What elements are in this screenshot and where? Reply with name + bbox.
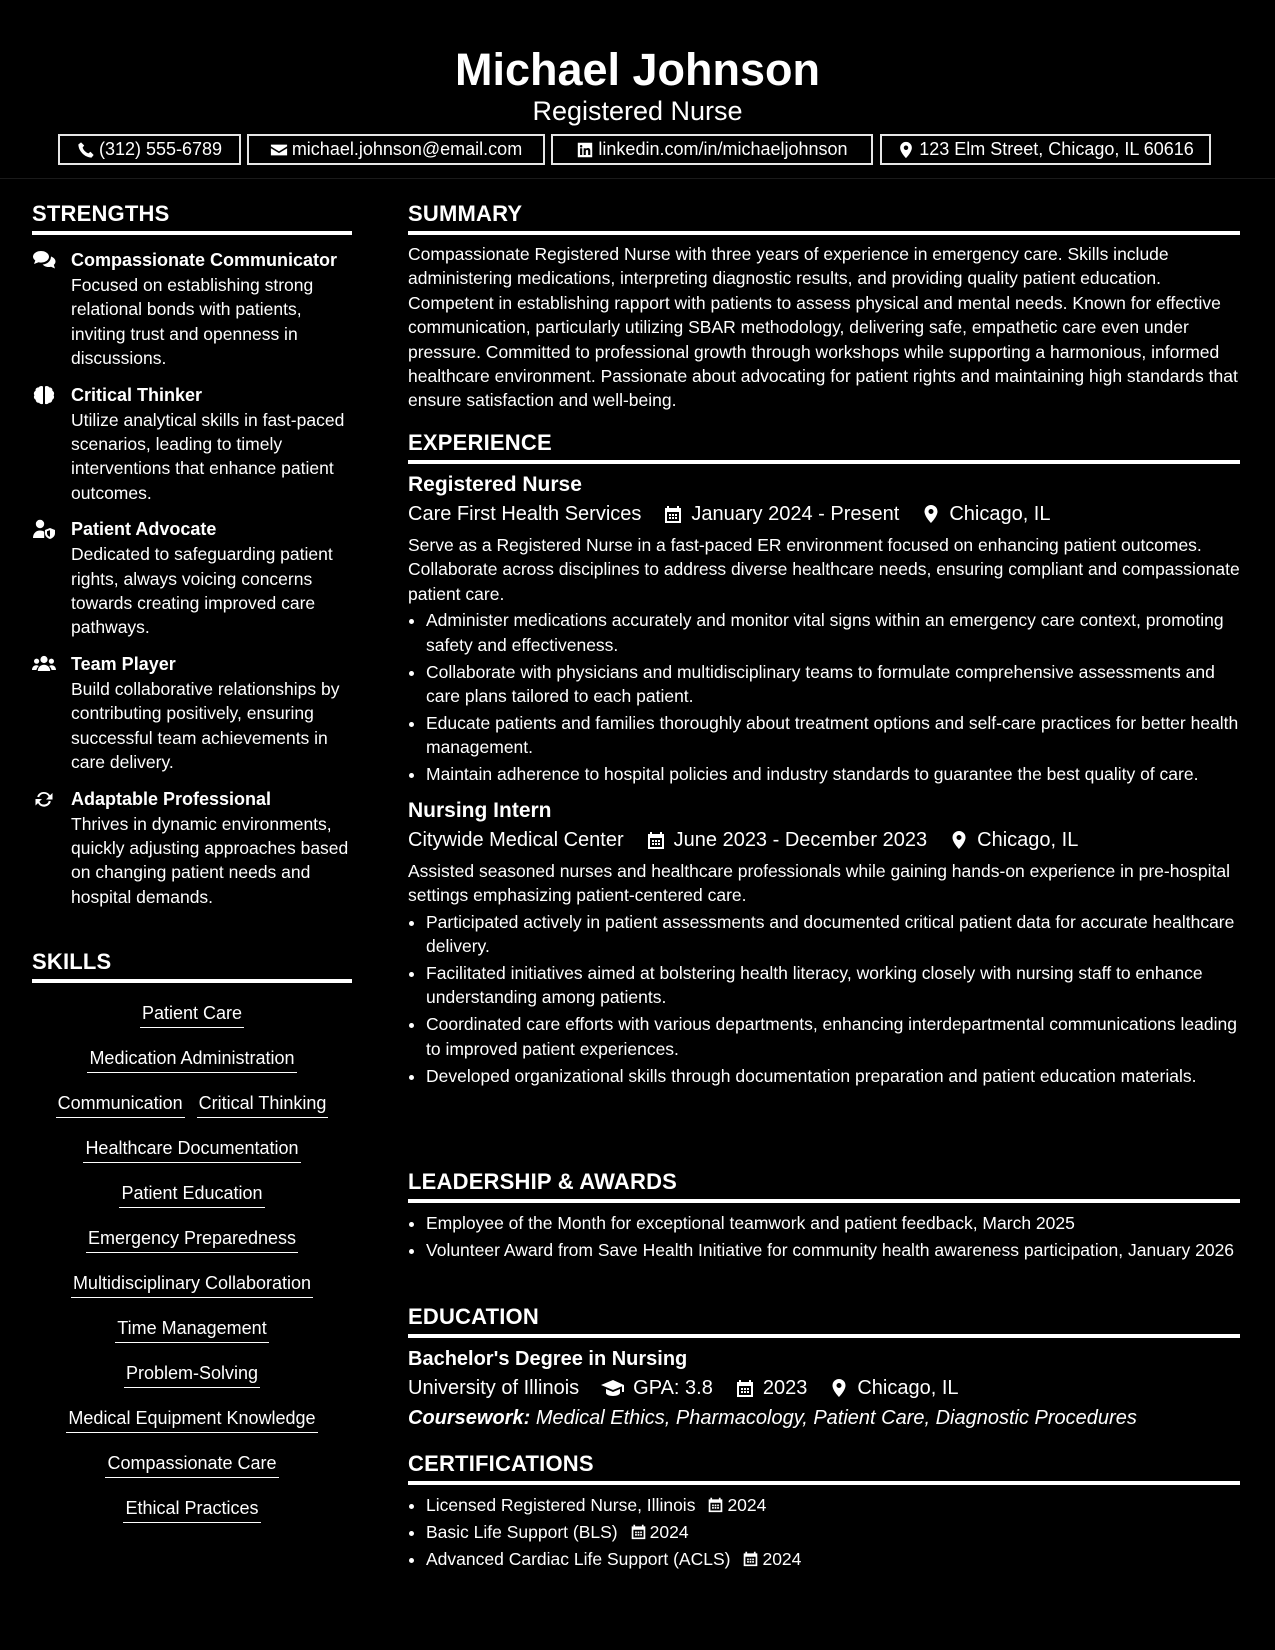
job-bullets xyxy=(408,608,1240,787)
skill-tag: Critical Thinking xyxy=(197,1091,329,1118)
experience-section xyxy=(408,429,1240,1088)
map-marker-icon xyxy=(949,830,969,850)
education-section xyxy=(408,1303,1240,1433)
strength-text: Thrives in dynamic environments, quickly adjusting approaches based on changing patient needs and hospital demands. xyxy=(71,813,349,907)
strength-item xyxy=(32,517,352,640)
calendar-icon xyxy=(742,1550,759,1567)
resume-header xyxy=(0,0,1275,179)
job-company: Care First Health Services xyxy=(408,503,642,525)
map-marker-icon xyxy=(921,504,941,524)
contact-phone-text: (312) 555-6789 xyxy=(98,139,223,159)
sync-icon xyxy=(32,789,56,809)
job-entry xyxy=(408,471,1240,787)
job-bullet: • Maintain adherence to hospital policies and industry standards to guarantee the best quality of care. xyxy=(426,762,1240,786)
skill-tag: Patient Care xyxy=(140,1001,244,1028)
certification-year: 2024 xyxy=(727,1495,767,1515)
certification-name: Advanced Cardiac Life Support (ACLS) xyxy=(426,1549,731,1569)
skill-tag: Communication xyxy=(56,1091,185,1118)
job-meta xyxy=(408,825,1240,855)
contact-linkedin-text: linkedin.com/in/michaeljohnson xyxy=(598,139,848,159)
user-shield-icon xyxy=(32,519,56,539)
calendar-icon xyxy=(646,830,666,850)
job-company: Citywide Medical Center xyxy=(408,828,624,851)
job-bullet: • Participated actively in patient assessments and documented critical patient data for accurate healthcare delivery. xyxy=(426,910,1240,959)
contact-email[interactable] xyxy=(247,134,545,165)
skill-tag: Multidisciplinary Collaboration xyxy=(71,1271,313,1298)
certifications-list xyxy=(408,1493,1240,1571)
strength-item xyxy=(32,248,352,371)
coursework xyxy=(408,1403,1240,1433)
job-bullet: • Coordinated care efforts with various departments, enhancing interdepartmental communications leading to improved patient experiences. xyxy=(426,1012,1240,1061)
certifications-section xyxy=(408,1450,1240,1571)
skill-tag: Medication Administration xyxy=(87,1046,296,1073)
skill-tag: Ethical Practices xyxy=(123,1496,260,1523)
contact-address-text: 123 Elm Street, Chicago, IL 60616 xyxy=(919,139,1194,159)
skills-section xyxy=(32,948,352,1541)
calendar-icon xyxy=(630,1523,647,1540)
school-name: University of Illinois xyxy=(408,1377,580,1399)
job-meta xyxy=(408,499,1240,529)
candidate-title: Registered Nurse xyxy=(532,96,743,126)
job-dates: June 2023 - December 2023 xyxy=(673,828,928,851)
coursework-text: Medical Ethics, Pharmacology, Patient Care, Diagnostic Procedures xyxy=(535,1407,1137,1429)
awards-list xyxy=(408,1211,1240,1262)
coursework-label: Coursework: xyxy=(408,1407,531,1429)
calendar-icon xyxy=(707,1496,724,1513)
strength-text: Build collaborative relationships by contributing positively, ensuring successful team achievements in care delivery. xyxy=(71,678,340,773)
experience-heading: EXPERIENCE xyxy=(408,429,1240,464)
strength-title: Team Player xyxy=(71,653,176,674)
job-title: Nursing Intern xyxy=(408,798,552,822)
calendar-icon xyxy=(663,504,683,524)
strength-text: Utilize analytical skills in fast-paced scenarios, leading to timely interventions that enhance patient outcomes. xyxy=(71,409,345,503)
job-description: Serve as a Registered Nurse in a fast-paced ER environment focused on enhancing patient outcomes. Collaborate across disciplines to address diverse healthcare needs, ensuring compliant and compassionate patient care. xyxy=(408,535,1240,604)
skill-tag: Patient Education xyxy=(119,1181,264,1208)
job-bullet: • Educate patients and families thoroughly about treatment options and self-care practices for better health management. xyxy=(426,711,1240,760)
linkedin-icon xyxy=(576,141,594,159)
job-dates: January 2024 - Present xyxy=(691,503,900,525)
awards-section xyxy=(408,1168,1240,1262)
certification-name: Basic Life Support (BLS) xyxy=(426,1522,618,1542)
job-title: Registered Nurse xyxy=(408,473,582,496)
strength-item xyxy=(32,652,352,775)
summary-heading: SUMMARY xyxy=(408,200,1240,235)
certification-item xyxy=(426,1493,1240,1517)
contact-address[interactable] xyxy=(880,134,1211,165)
job-entry xyxy=(408,797,1240,1088)
contact-linkedin[interactable] xyxy=(551,134,873,165)
education-heading: EDUCATION xyxy=(408,1303,1240,1338)
job-bullets xyxy=(408,910,1240,1089)
contact-phone[interactable] xyxy=(58,134,241,165)
contact-email-text: michael.johnson@email.com xyxy=(291,139,523,159)
skill-tag: Medical Equipment Knowledge xyxy=(66,1406,317,1433)
brain-icon xyxy=(32,385,56,405)
strengths-section xyxy=(32,200,352,909)
job-location: Chicago, IL xyxy=(949,503,1051,525)
calendar-icon xyxy=(735,1378,755,1398)
certification-year: 2024 xyxy=(649,1522,689,1542)
certification-item xyxy=(426,1520,1240,1544)
skill-tag: Compassionate Care xyxy=(105,1451,278,1478)
envelope-icon xyxy=(270,141,288,159)
skill-tag: Problem-Solving xyxy=(124,1361,260,1388)
summary-section xyxy=(408,200,1240,413)
skills-list xyxy=(32,983,352,1541)
strength-title: Patient Advocate xyxy=(71,519,217,540)
job-bullet: • Collaborate with physicians and multidisciplinary teams to formulate comprehensive assessments and care plans tailored to each patient. xyxy=(426,660,1240,709)
certifications-heading: CERTIFICATIONS xyxy=(408,1450,1240,1485)
strength-title: Compassionate Communicator xyxy=(71,250,338,270)
map-marker-icon xyxy=(897,141,915,159)
award-item: • Employee of the Month for exceptional teamwork and patient feedback, March 2025 xyxy=(426,1211,1240,1235)
award-item: • Volunteer Award from Save Health Initiative for community health awareness participation, January 2026 xyxy=(426,1238,1240,1262)
certification-item xyxy=(426,1547,1240,1571)
certification-name: Licensed Registered Nurse, Illinois xyxy=(426,1495,696,1515)
strength-title: Critical Thinker xyxy=(71,384,203,405)
users-icon xyxy=(32,654,56,674)
graduation-cap-icon xyxy=(601,1378,625,1398)
job-location: Chicago, IL xyxy=(977,828,1079,851)
strength-text: Dedicated to safeguarding patient rights, always voicing concerns towards creating improved care pathways. xyxy=(71,544,333,638)
job-bullet: • Developed organizational skills through documentation preparation and patient education materials. xyxy=(426,1064,1240,1088)
strengths-list xyxy=(32,248,352,909)
candidate-name: Michael Johnson xyxy=(454,44,821,95)
skill-tag: Emergency Preparedness xyxy=(86,1226,298,1253)
strengths-heading: STRENGTHS xyxy=(32,200,352,235)
skills-heading: SKILLS xyxy=(32,948,352,983)
graduation-year: 2023 xyxy=(762,1377,808,1399)
degree-title: Bachelor's Degree in Nursing xyxy=(408,1348,688,1370)
job-bullet: • Facilitated initiatives aimed at bolstering health literacy, working closely with nursing staff to enhance understanding among patients. xyxy=(426,961,1240,1010)
map-marker-icon xyxy=(829,1378,849,1398)
strength-item xyxy=(32,383,352,506)
certification-year: 2024 xyxy=(762,1549,802,1569)
skill-tag: Healthcare Documentation xyxy=(83,1136,300,1163)
strength-item xyxy=(32,787,352,910)
comments-icon xyxy=(32,250,56,270)
job-bullet: • Administer medications accurately and monitor vital signs within an emergency care context, promoting safety and effectiveness. xyxy=(426,608,1240,657)
job-description: Assisted seasoned nurses and healthcare professionals while gaining hands-on experience in pre-hospital settings emphasizing patient-centered care. xyxy=(408,860,1231,906)
strength-title: Adaptable Professional xyxy=(71,788,272,809)
strength-text: Focused on establishing strong relational bonds with patients, inviting trust and openness in discussions. xyxy=(71,275,314,369)
summary-text: Compassionate Registered Nurse with three years of experience in emergency care. Skills include administering medications, interpreting diagnostic results, and providing quality patient education. Competent in establishing rapport with patients to assess physical and mental needs. Known for effective communication, particularly utilizing SBAR methodology, delivering safe, empathetic care even under pressure. Committed to professional growth through workshops while supporting a harmonious, informed healthcare environment. Passionate about advocating for patient rights and maintaining high standards that ensure satisfaction and well-being. xyxy=(408,244,1238,411)
gpa: GPA: 3.8 xyxy=(633,1377,713,1399)
phone-icon xyxy=(77,141,95,159)
awards-heading: LEADERSHIP & AWARDS xyxy=(408,1168,1240,1203)
education-meta xyxy=(408,1373,1240,1403)
school-location: Chicago, IL xyxy=(857,1377,959,1399)
skill-tag: Time Management xyxy=(115,1316,268,1343)
